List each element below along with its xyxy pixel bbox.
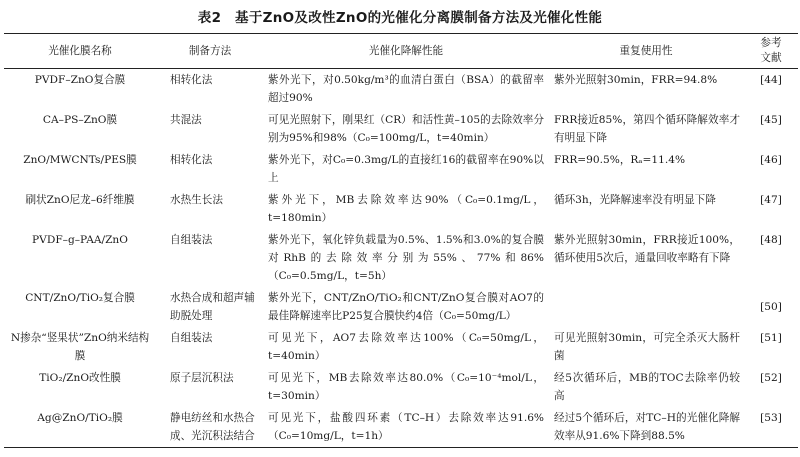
cell-name: CNT/ZnO/TiO₂复合膜 [25, 292, 135, 304]
cell-name: N掺杂“竖果状”ZnO纳米结构膜 [10, 332, 150, 362]
cell-performance: 紫外光下，CNT/ZnO/TiO₂和CNT/ZnO复合膜对AO7的最佳降解速率比P25复合膜快约4倍（C₀=50mg/L） [268, 292, 544, 322]
cell-name: 刷状ZnO尼龙–6纤维膜 [25, 194, 135, 206]
cell-method: 共混法 [170, 114, 202, 126]
table-row [4, 327, 798, 367]
cell-performance: 可见光下，AO7去除效率达100%（C₀=50mg/L，t=40min） [268, 332, 544, 362]
cell-method: 水热生长法 [170, 194, 223, 206]
table-row [4, 69, 798, 110]
cell-ref: [45] [760, 114, 782, 126]
cell-reuse: 紫外光照射30min，FRR=94.8% [554, 74, 718, 86]
cell-name: PVDF–g–PAA/ZnO [32, 234, 128, 246]
cell-reuse [548, 287, 744, 327]
cell-name: Ag@ZnO/TiO₂膜 [4, 407, 156, 448]
table-row [4, 287, 798, 327]
cell-performance: 可见光下，盐酸四环素（TC–H）去除效率达91.6%（C₀=10mg/L，t=1h） [264, 407, 548, 448]
table-row [4, 229, 798, 287]
cell-performance: 紫外光下，对0.50kg/m³的血清白蛋白（BSA）的截留率超过90% [268, 74, 544, 104]
cell-reuse: 经5次循环后，MB的TOC去除率仍较高 [554, 372, 740, 402]
header-reuse: 重复使用性 [548, 34, 744, 69]
cell-ref: [50] [760, 301, 782, 313]
cell-method: 相转化法 [170, 74, 213, 86]
cell-performance: 可见光下，MB去除效率达80.0%（C₀=10⁻⁴mol/L，t=30min） [268, 372, 544, 402]
cell-performance: 紫外光下，对C₀=0.3mg/L的直接红16的截留率在90%以上 [268, 154, 544, 184]
cell-ref: [48] [760, 234, 782, 246]
cell-reuse: 可见光照射30min，可完全杀灭大肠杆菌 [554, 332, 740, 362]
table-body [4, 69, 798, 448]
header-method: 制备方法 [156, 34, 264, 69]
cell-ref: [44] [760, 74, 782, 86]
cell-name: PVDF–ZnO复合膜 [34, 74, 126, 86]
header-name: 光催化膜名称 [4, 34, 156, 69]
cell-method: 水热合成和超声辅助脱处理 [170, 292, 255, 322]
cell-ref: [52] [760, 372, 782, 384]
header-performance: 光催化降解性能 [264, 34, 548, 69]
cell-reuse: FRR=90.5%，Rₐ=11.4% [554, 154, 686, 166]
table-row [4, 109, 798, 149]
cell-method: 自组装法 [170, 332, 213, 344]
cell-method: 自组装法 [170, 234, 213, 246]
cell-ref: [46] [760, 154, 782, 166]
cell-method: 相转化法 [170, 154, 213, 166]
table-row [4, 367, 798, 407]
data-table [4, 33, 798, 448]
header-ref: 参考 文献 [744, 34, 798, 69]
cell-name: TiO₂/ZnO改性膜 [39, 372, 121, 384]
cell-name: CA–PS–ZnO膜 [42, 114, 118, 126]
cell-performance: 紫外光下，氧化锌负载量为0.5%、1.5%和3.0%的复合膜对RhB的去除效率分别为55%、77%和86%（C₀=0.5mg/L，t=5h） [268, 234, 544, 282]
cell-reuse: 循环3h，光降解速率没有明显下降 [554, 194, 716, 206]
header-row [4, 34, 798, 69]
cell-reuse: FRR接近85%，第四个循环降解效率才有明显下降 [554, 114, 740, 144]
cell-reuse: 经过5个循环后，对TC–H的光催化降解效率从91.6%下降到88.5% [548, 407, 744, 448]
cell-ref: [53] [744, 407, 798, 448]
table-row [4, 189, 798, 229]
cell-name: ZnO/MWCNTs/PES膜 [23, 154, 137, 166]
table-row [4, 407, 798, 448]
cell-method: 原子层沉积法 [170, 372, 234, 384]
cell-performance: 可见光照射下，刚果红（CR）和活性黄–105的去除效率分别为95%和98%（C₀=100mg/L，t=40min） [268, 114, 544, 144]
table-caption: 表2 基于ZnO及改性ZnO的光催化分离膜制备方法及光催化性能 [197, 10, 603, 26]
cell-reuse: 紫外光照射30min，FRR接近100%，循环使用5次后，通量回收率略有下降 [554, 234, 740, 264]
cell-method: 静电纺丝和水热合成、光沉积法结合 [156, 407, 264, 448]
cell-ref: [51] [760, 332, 782, 344]
table-row [4, 149, 798, 189]
cell-performance: 紫外光下，MB去除效率达90%（C₀=0.1mg/L，t=180min） [268, 194, 544, 224]
cell-ref: [47] [760, 194, 782, 206]
